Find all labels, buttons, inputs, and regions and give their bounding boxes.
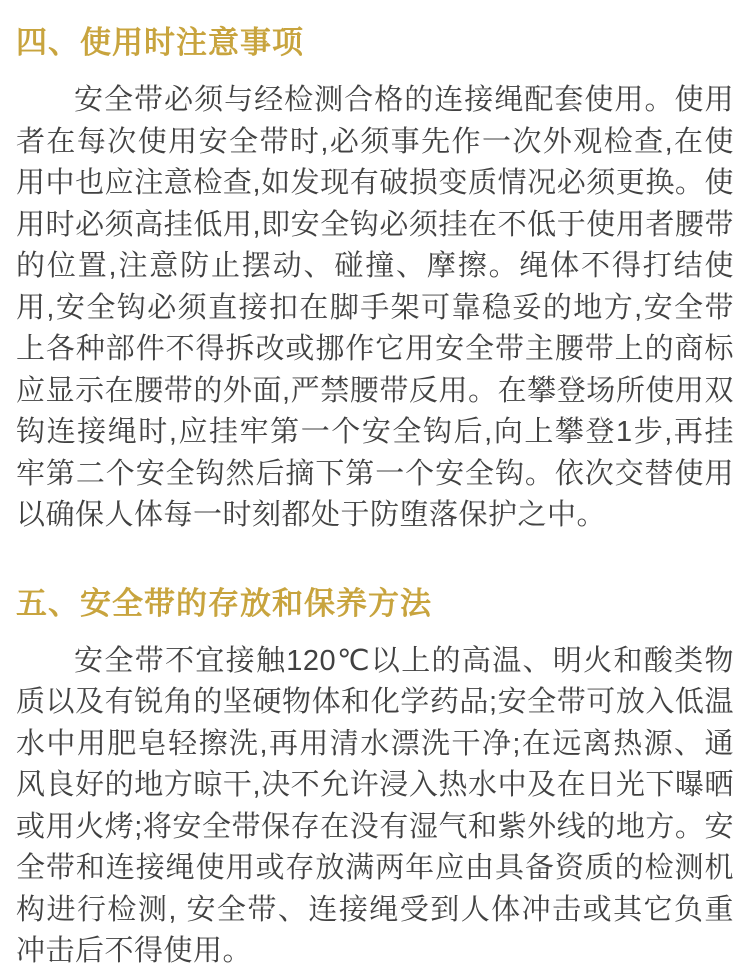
section-storage-maintenance <box>16 585 734 973</box>
section-usage-precautions <box>16 24 734 537</box>
section-usage-precautions-body: 安全带必须与经检测合格的连接绳配套使用。使用者在每次使用安全带时,必须事先作一次外观检查,在使用中也应注意检查,如发现有破损变质情况必须更换。使用时必须高挂低用,即安全钩必须挂在不低于使用者腰带的位置,注意防止摆动、碰撞、摩擦。绳体不得打结使用,安全钩必须直接扣在脚手架可靠稳妥的地方,安全带上各种部件不得拆改或挪作它用安全带主腰带上的商标应显示在腰带的外面,严禁腰带反用。在攀登场所使用双钩连接绳时,应挂牢第一个安全钩后,向上攀登1步,再挂牢第二个安全钩然后摘下第一个安全钩。依次交替使用以确保人体每一时刻都处于防堕落保护之中。 <box>16 84 734 531</box>
section-storage-maintenance-body: 安全带不宜接触120℃以上的高温、明火和酸类物质以及有锐角的坚硬物体和化学药品;安全带可放入低温水中用肥皂轻擦洗,再用清水漂洗干净;在远离热源、通风良好的地方晾干,决不允许浸入热水中及在日光下曝晒或用火烤;将安全带保存在没有湿气和紫外线的地方。安全带和连接绳使用或存放满两年应由具备资质的检测机构进行检测, 安全带、连接绳受到人体冲击或其它负重冲击后不得使用。 <box>16 644 734 967</box>
section-usage-precautions-heading: 四、使用时注意事项 <box>16 25 304 60</box>
section-storage-maintenance-heading: 五、安全带的存放和保养方法 <box>16 585 432 621</box>
